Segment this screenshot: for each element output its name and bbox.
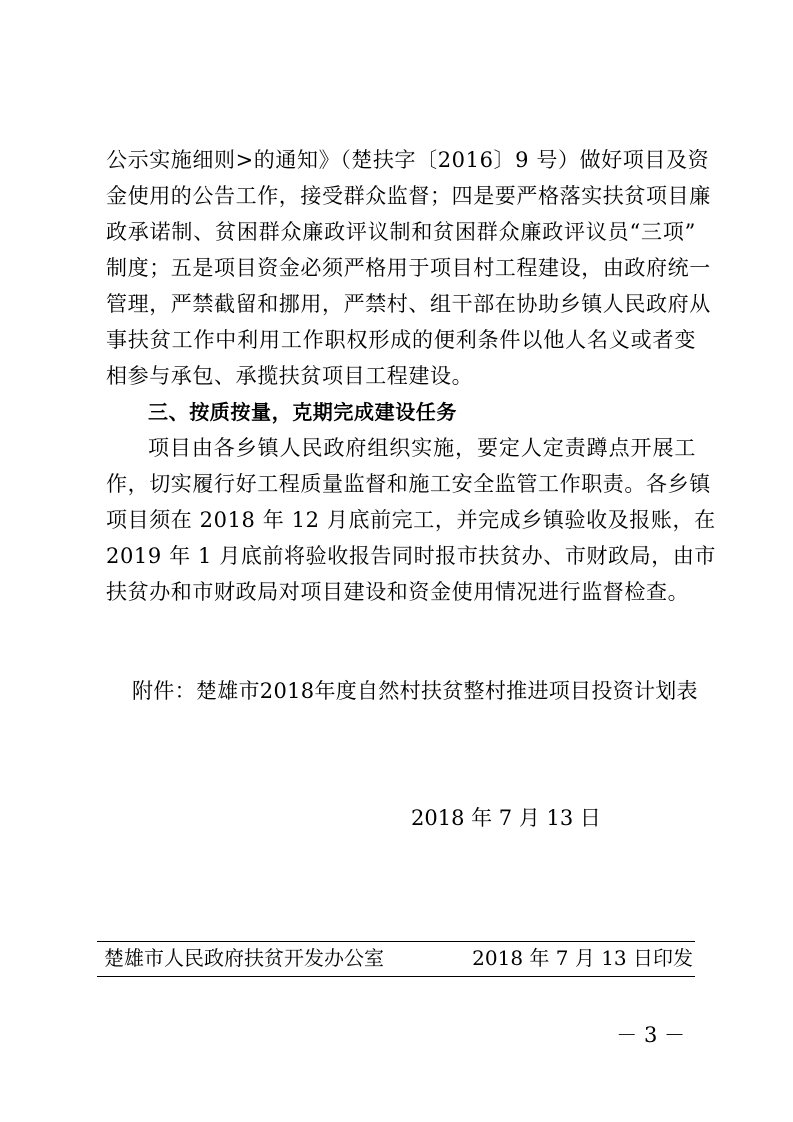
section-line: 2019 年 1 月底前将验收报告同时报市扶贫办、市财政局，由市: [106, 544, 717, 568]
body-line: 事扶贫工作中利用工作职权形成的便利条件以他人名义或者变: [106, 328, 696, 352]
section-heading: 三、按质按量，克期完成建设任务: [148, 400, 457, 424]
footer-print-date: 2018 年 7 月 13 日印发: [472, 946, 693, 970]
attachment-note: 附件：楚雄市2018年度自然村扶贫整村推进项目投资计划表: [132, 679, 698, 703]
body-line: 制度；五是项目资金必须严格用于项目村工程建设，由政府统一: [106, 256, 711, 280]
footer-issuer: 楚雄市人民政府扶贫开发办公室: [104, 946, 384, 970]
footer-bottom-rule: [97, 976, 695, 977]
body-line: 管理，严禁截留和挪用，严禁村、组干部在协助乡镇人民政府从: [106, 292, 711, 316]
body-line: 公示实施细则>的通知》（楚扶字〔2016〕9 号）做好项目及资: [106, 148, 710, 172]
document-date: 2018 年 7 月 13 日: [411, 806, 601, 830]
section-line: 扶贫办和市财政局对项目建设和资金使用情况进行监督检查。: [106, 580, 690, 604]
body-line: 金使用的公告工作，接受群众监督；四是要严格落实扶贫项目廉: [106, 184, 711, 208]
body-line: 政承诺制、贫困群众廉政评议制和贫困群众廉政评议员“三项”: [106, 220, 696, 244]
body-line: 相参与承包、承揽扶贫项目工程建设。: [106, 364, 474, 388]
section-line: 作，切实履行好工程质量监督和施工安全监管工作职责。各乡镇: [106, 472, 711, 496]
section-line: 项目由各乡镇人民政府组织实施，要定人定责蹲点开展工: [148, 436, 696, 460]
footer-top-rule: [97, 941, 695, 942]
document-body: [106, 142, 717, 610]
section-line: 项目须在 2018 年 12 月底前完工，并完成乡镇验收及报账，在: [106, 508, 716, 532]
page-number: － 3 －: [616, 1023, 685, 1047]
